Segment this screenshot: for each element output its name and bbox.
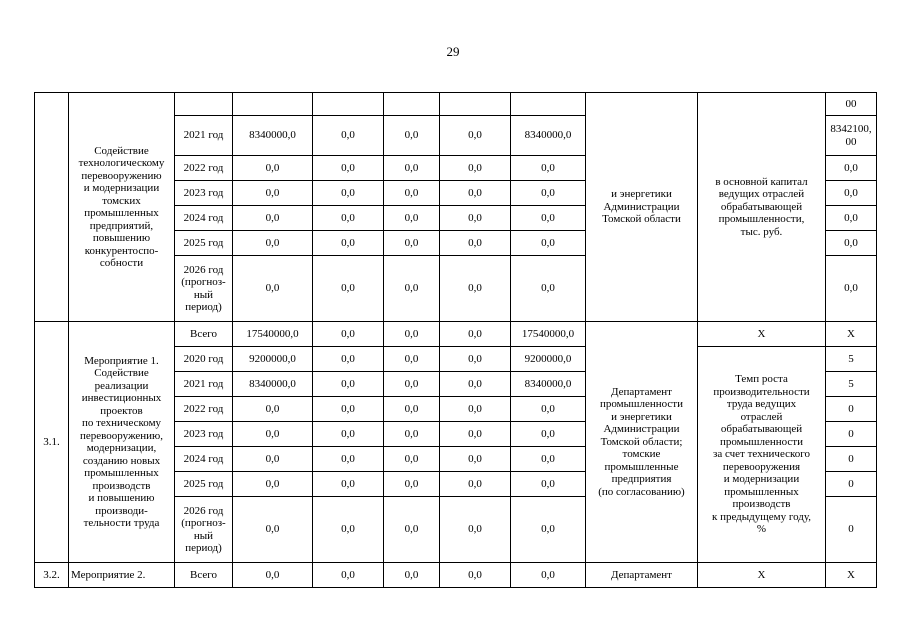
year-cell: 2026 год (прогноз- ный период) (175, 497, 233, 563)
value-cell: 0,0 (511, 422, 586, 447)
value-cell: 0,0 (313, 116, 384, 156)
value-cell: 0,0 (511, 181, 586, 206)
value-cell: 0,0 (313, 181, 384, 206)
value-cell: 0,0 (313, 447, 384, 472)
indicator-cell: Темп роста производительности труда ведущих отраслей обрабатывающей промышленности за счет технического перевооружения и модернизации промышленных производств к предыдущему году, % (698, 347, 826, 563)
value-cell: 0,0 (384, 372, 440, 397)
value-cell: 0,0 (233, 206, 313, 231)
value-cell: 0,0 (440, 347, 511, 372)
value-cell: 8340000,0 (511, 372, 586, 397)
year-cell: 2024 год (175, 447, 233, 472)
target-value-cell: 0 (826, 397, 877, 422)
value-cell: 0,0 (384, 322, 440, 347)
index-cell (35, 93, 69, 322)
value-cell: 0,0 (384, 397, 440, 422)
value-cell: 0,0 (233, 447, 313, 472)
target-value-cell: Х (826, 563, 877, 588)
year-cell: 2022 год (175, 397, 233, 422)
value-cell: 0,0 (313, 347, 384, 372)
value-cell: 8340000,0 (511, 116, 586, 156)
target-value-cell: 00 (826, 93, 877, 116)
value-cell: 0,0 (384, 472, 440, 497)
index-cell: 3.2. (35, 563, 69, 588)
value-cell: 0,0 (313, 322, 384, 347)
target-value-cell: 5 (826, 347, 877, 372)
year-cell: 2020 год (175, 347, 233, 372)
value-cell: 0,0 (440, 231, 511, 256)
year-cell: 2026 год (прогноз- ный период) (175, 256, 233, 322)
value-cell: 0,0 (384, 156, 440, 181)
year-cell: Всего (175, 563, 233, 588)
year-cell: Всего (175, 322, 233, 347)
value-cell: 0,0 (313, 472, 384, 497)
value-cell (233, 93, 313, 116)
value-cell: 8340000,0 (233, 372, 313, 397)
year-cell (175, 93, 233, 116)
value-cell: 9200000,0 (511, 347, 586, 372)
value-cell: 0,0 (313, 206, 384, 231)
measure-title: Содействие технологическому перевооружению и модернизации томских промышленных предприятий, повышению конкурентоспо- собности (69, 93, 175, 322)
value-cell (511, 93, 586, 116)
value-cell: 17540000,0 (233, 322, 313, 347)
value-cell: 0,0 (384, 563, 440, 588)
value-cell: 0,0 (233, 563, 313, 588)
target-value-cell: 0 (826, 497, 877, 563)
value-cell: 0,0 (233, 231, 313, 256)
value-cell: 0,0 (511, 231, 586, 256)
value-cell: 0,0 (440, 372, 511, 397)
target-value-cell: 0 (826, 422, 877, 447)
target-value-cell: 8342100, 00 (826, 116, 877, 156)
target-value-cell: 0,0 (826, 231, 877, 256)
executor-cell: и энергетики Администрации Томской области (586, 93, 698, 322)
value-cell: 0,0 (511, 397, 586, 422)
value-cell: 0,0 (233, 181, 313, 206)
year-cell: 2021 год (175, 372, 233, 397)
value-cell: 0,0 (511, 563, 586, 588)
value-cell: 0,0 (440, 472, 511, 497)
year-cell: 2023 год (175, 422, 233, 447)
year-cell: 2024 год (175, 206, 233, 231)
value-cell: 0,0 (440, 397, 511, 422)
value-cell: 0,0 (313, 372, 384, 397)
table-row (35, 563, 877, 588)
value-cell: 0,0 (440, 116, 511, 156)
value-cell: 0,0 (440, 156, 511, 181)
value-cell (313, 93, 384, 116)
executor-cell: Департамент промышленности и энергетики Администрации Томской области; томские промышленные предприятия (по согласованию) (586, 322, 698, 563)
value-cell: 0,0 (233, 422, 313, 447)
executor-cell: Департамент (586, 563, 698, 588)
value-cell: 0,0 (440, 256, 511, 322)
value-cell: 0,0 (313, 497, 384, 563)
value-cell: 0,0 (440, 322, 511, 347)
value-cell: 0,0 (384, 422, 440, 447)
value-cell (440, 93, 511, 116)
value-cell: 0,0 (511, 472, 586, 497)
target-value-cell: 0 (826, 472, 877, 497)
target-value-cell: 0,0 (826, 256, 877, 322)
year-cell: 2025 год (175, 231, 233, 256)
program-table (34, 92, 877, 588)
indicator-total-cell: Х (698, 322, 826, 347)
value-cell: 0,0 (511, 206, 586, 231)
year-cell: 2025 год (175, 472, 233, 497)
value-cell: 0,0 (440, 181, 511, 206)
value-cell: 17540000,0 (511, 322, 586, 347)
value-cell: 0,0 (313, 563, 384, 588)
value-cell: 8340000,0 (233, 116, 313, 156)
value-cell: 0,0 (511, 156, 586, 181)
year-cell: 2023 год (175, 181, 233, 206)
value-cell: 0,0 (511, 447, 586, 472)
target-value-cell: 0 (826, 447, 877, 472)
target-value-cell: 5 (826, 372, 877, 397)
value-cell: 0,0 (384, 231, 440, 256)
value-cell: 0,0 (384, 206, 440, 231)
value-cell: 0,0 (313, 156, 384, 181)
year-cell: 2021 год (175, 116, 233, 156)
target-value-cell: 0,0 (826, 206, 877, 231)
measure-title: Мероприятие 1. Содействие реализации инвестиционных проектов по техническому перевооружению, модернизации, созданию новых промышленных производств и повышению производи- тельности труда (69, 322, 175, 563)
value-cell: 0,0 (384, 181, 440, 206)
value-cell: 0,0 (233, 472, 313, 497)
value-cell: 0,0 (384, 447, 440, 472)
value-cell: 0,0 (313, 397, 384, 422)
target-value-cell: Х (826, 322, 877, 347)
value-cell: 0,0 (233, 156, 313, 181)
year-cell: 2022 год (175, 156, 233, 181)
value-cell: 0,0 (384, 347, 440, 372)
value-cell: 0,0 (233, 256, 313, 322)
value-cell: 0,0 (384, 256, 440, 322)
value-cell: 0,0 (511, 497, 586, 563)
page-number: 29 (446, 44, 460, 59)
value-cell: 0,0 (384, 116, 440, 156)
value-cell: 0,0 (440, 497, 511, 563)
target-value-cell: 0,0 (826, 181, 877, 206)
table-row (35, 322, 877, 347)
value-cell (384, 93, 440, 116)
value-cell: 0,0 (233, 397, 313, 422)
value-cell: 0,0 (440, 206, 511, 231)
measure-title: Мероприятие 2. (69, 563, 175, 588)
value-cell: 0,0 (384, 497, 440, 563)
value-cell: 0,0 (511, 256, 586, 322)
table-row (35, 93, 877, 116)
target-value-cell: 0,0 (826, 156, 877, 181)
value-cell: 0,0 (440, 422, 511, 447)
value-cell: 0,0 (440, 563, 511, 588)
indicator-cell: в основной капитал ведущих отраслей обрабатывающей промышленности, тыс. руб. (698, 93, 826, 322)
value-cell: 0,0 (313, 422, 384, 447)
value-cell: 0,0 (313, 231, 384, 256)
value-cell: 0,0 (233, 497, 313, 563)
value-cell: 9200000,0 (233, 347, 313, 372)
value-cell: 0,0 (313, 256, 384, 322)
indicator-cell: Х (698, 563, 826, 588)
index-cell: 3.1. (35, 322, 69, 563)
value-cell: 0,0 (440, 447, 511, 472)
